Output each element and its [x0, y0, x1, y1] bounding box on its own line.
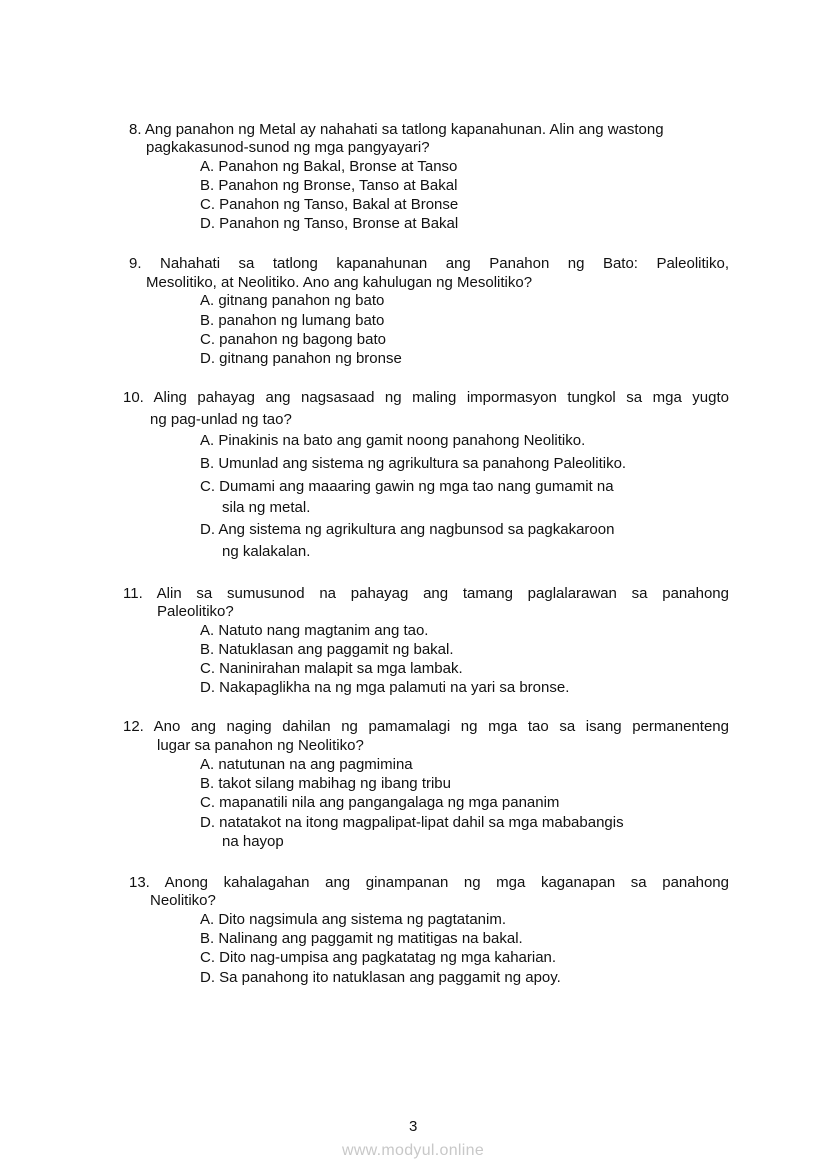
question-stem-line: 11. Alin sa sumusunod na pahayag ang tamang paglalarawan sa panahong	[123, 585, 729, 602]
question-stem-line: 12. Ano ang naging dahilan ng pamamalagi ng mga tao sa isang permanenteng	[123, 718, 729, 735]
option-a: A. Dito nagsimula ang sistema ng pagtatanim.	[200, 911, 506, 928]
question-stem-line: Paleolitiko?	[157, 603, 234, 620]
option-b: B. Umunlad ang sistema ng agrikultura sa panahong Paleolitiko.	[200, 455, 627, 472]
question-stem-line: Mesolitiko, at Neolitiko. Ano ang kahulugan ng Mesolitiko?	[146, 274, 533, 291]
option-b: B. takot silang mabihag ng ibang tribu	[200, 775, 451, 792]
option-a: A. gitnang panahon ng bato	[200, 292, 385, 309]
option-d: na hayop	[222, 833, 284, 850]
option-c: C. Panahon ng Tanso, Bakal at Bronse	[200, 196, 459, 213]
option-c: C. Dito nag-umpisa ang pagkatatag ng mga kaharian.	[200, 949, 557, 966]
question-stem-line: 13. Anong kahalagahan ang ginampanan ng mga kaganapan sa panahong	[129, 874, 729, 891]
option-a: A. Natuto nang magtanim ang tao.	[200, 622, 429, 639]
question-stem-line: ng pag-unlad ng tao?	[150, 411, 292, 428]
question-stem-line: 8. Ang panahon ng Metal ay nahahati sa tatlong kapanahunan. Alin ang wastong	[129, 121, 664, 138]
option-b: B. Nalinang ang paggamit ng matitigas na bakal.	[200, 930, 523, 947]
option-c: C. mapanatili nila ang pangangalaga ng mga pananim	[200, 794, 560, 811]
question-stem-line: Neolitiko?	[150, 892, 216, 909]
option-c: C. panahon ng bagong bato	[200, 331, 386, 348]
option-c: C. Naninirahan malapit sa mga lambak.	[200, 660, 463, 677]
option-a: A. Panahon ng Bakal, Bronse at Tanso	[200, 158, 458, 175]
option-b: B. Natuklasan ang paggamit ng bakal.	[200, 641, 454, 658]
option-d: D. Nakapaglikha na ng mga palamuti na yari sa bronse.	[200, 679, 570, 696]
option-a: A. Pinakinis na bato ang gamit noong panahong Neolitiko.	[200, 432, 586, 449]
option-d: D. natatakot na itong magpalipat-lipat dahil sa mga mababangis	[200, 814, 624, 831]
option-d: D. Ang sistema ng agrikultura ang nagbunsod sa pagkakaroon	[200, 521, 615, 538]
question-stem-line: lugar sa panahon ng Neolitiko?	[157, 737, 364, 754]
option-d: D. Sa panahong ito natuklasan ang paggamit ng apoy.	[200, 969, 561, 986]
option-c: C. Dumami ang maaaring gawin ng mga tao nang gumamit na	[200, 478, 614, 495]
question-stem-line: 10. Aling pahayag ang nagsasaad ng maling impormasyon tungkol sa mga yugto	[123, 389, 729, 406]
page-number: 3	[409, 1118, 418, 1135]
option-d: ng kalakalan.	[222, 543, 311, 560]
option-a: A. natutunan na ang pagmimina	[200, 756, 413, 773]
question-stem-line: pagkakasunod-sunod ng mga pangyayari?	[146, 139, 430, 156]
option-c: sila ng metal.	[222, 499, 311, 516]
option-d: D. Panahon ng Tanso, Bronse at Bakal	[200, 215, 459, 232]
option-d: D. gitnang panahon ng bronse	[200, 350, 402, 367]
watermark: www.modyul.online	[341, 1142, 485, 1159]
question-stem-line: 9. Nahahati sa tatlong kapanahunan ang Panahon ng Bato: Paleolitiko,	[129, 255, 729, 272]
option-b: B. panahon ng lumang bato	[200, 312, 385, 329]
option-b: B. Panahon ng Bronse, Tanso at Bakal	[200, 177, 458, 194]
